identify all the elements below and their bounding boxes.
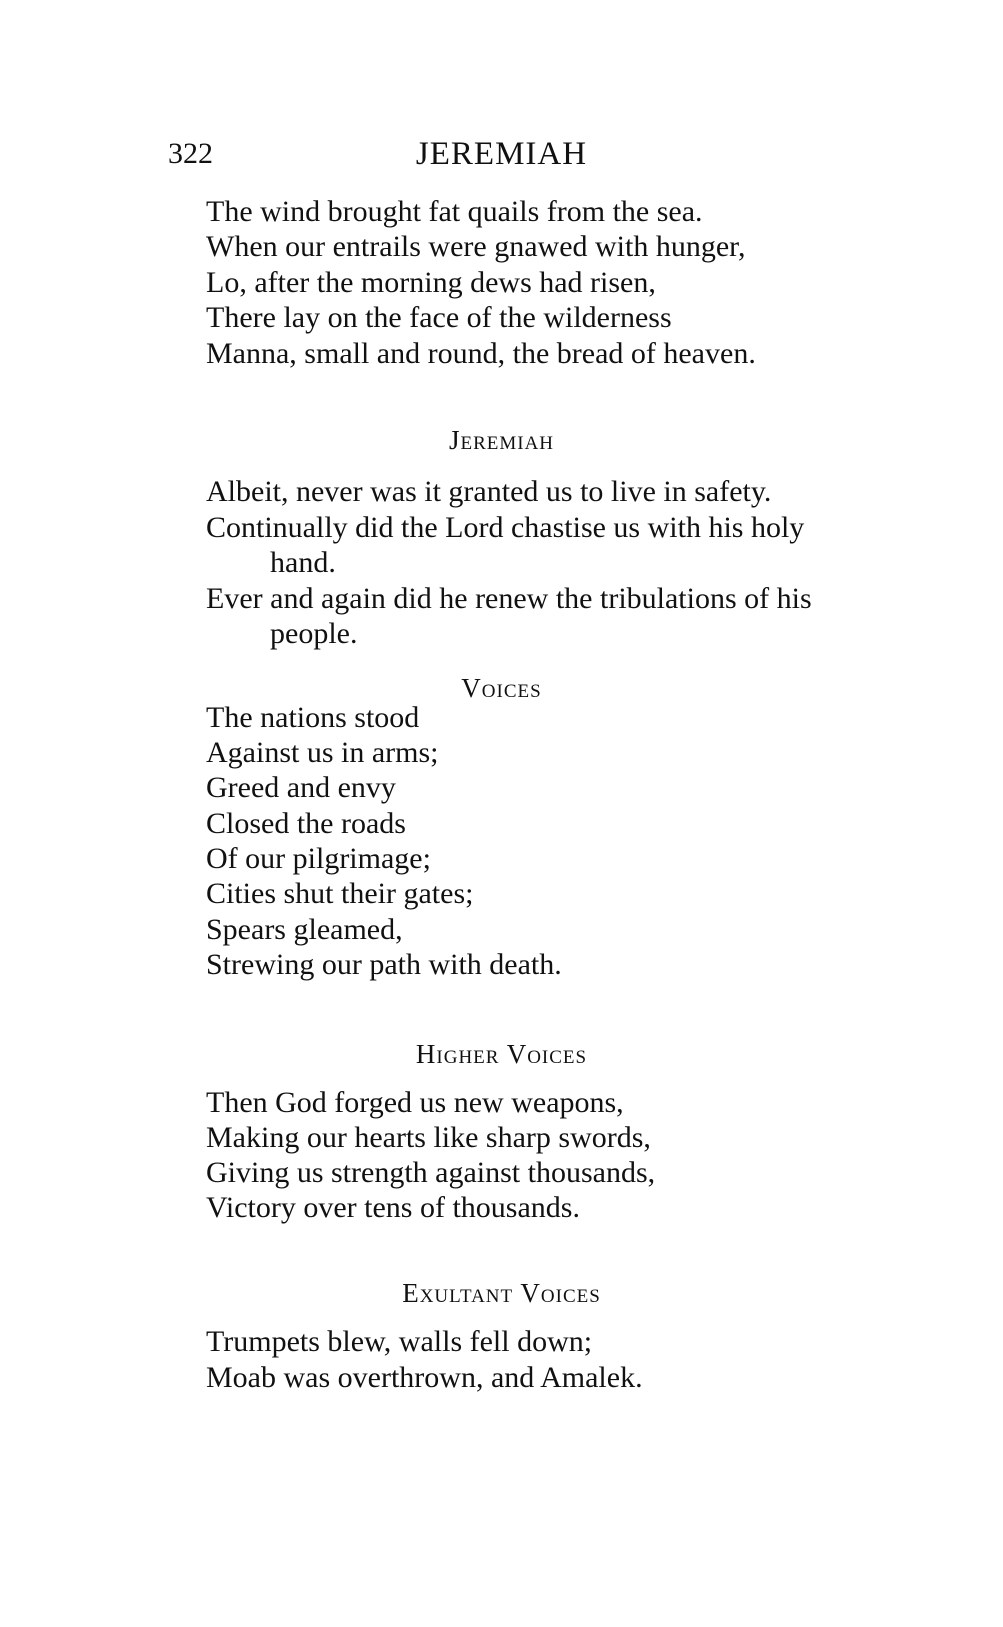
verse-line: Lo, after the morning dews had risen, [206, 266, 656, 299]
verse-line: Then God forged us new weapons, [206, 1086, 624, 1119]
verse-line: Spears gleamed, [206, 913, 403, 946]
verse-line: There lay on the face of the wilderness [206, 301, 672, 334]
verse-line: The nations stood [206, 701, 420, 734]
verse-line: Continually did the Lord chastise us with his holy [206, 511, 805, 544]
verse-line: Albeit, never was it granted us to live in safety. [206, 475, 772, 508]
verse-line: Against us in arms; [206, 736, 439, 769]
verse-line: When our entrails were gnawed with hunger, [206, 230, 746, 263]
verse-line: The wind brought fat quails from the sea. [206, 195, 703, 228]
verse-line: Victory over tens of thousands. [206, 1191, 580, 1224]
verse-line: Of our pilgrimage; [206, 842, 431, 875]
speaker-heading-jeremiah: Jeremiah [448, 425, 555, 455]
verse-line: Greed and envy [206, 771, 396, 804]
verse-line: Moab was overthrown, and Amalek. [206, 1361, 643, 1394]
verse-line: Trumpets blew, walls fell down; [206, 1325, 593, 1358]
verse-line: Making our hearts like sharp swords, [206, 1121, 651, 1154]
verse-line: Cities shut their gates; [206, 877, 474, 910]
verse-line-continuation: people. [270, 617, 358, 650]
verse-line: Strewing our path with death. [206, 948, 562, 981]
running-head: JEREMIAH [415, 136, 588, 172]
verse-line: Giving us strength against thousands, [206, 1156, 656, 1189]
speaker-heading-higher-voices: Higher Voices [415, 1039, 588, 1069]
verse-line: Closed the roads [206, 807, 406, 840]
verse-line-continuation: hand. [270, 546, 336, 579]
speaker-heading-voices: Voices [461, 673, 542, 703]
speaker-heading-exultant-voices: Exultant Voices [402, 1278, 601, 1308]
page-number: 322 [168, 137, 213, 170]
verse-line: Manna, small and round, the bread of heaven. [206, 337, 756, 370]
verse-line: Ever and again did he renew the tribulations of his [206, 582, 812, 615]
